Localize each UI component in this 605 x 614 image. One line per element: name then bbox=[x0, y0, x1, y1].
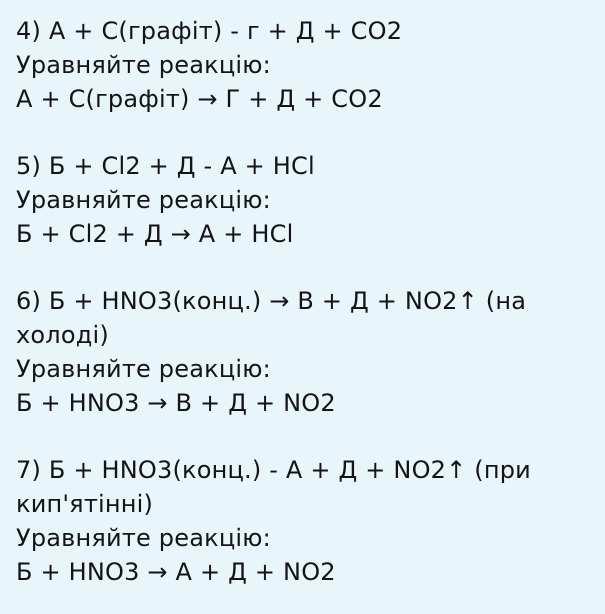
reaction-6-instruction: Уравняйте реакцію: bbox=[16, 355, 271, 383]
reaction-4-equation: 4) А + С(графіт) - г + Д + СО2 bbox=[16, 17, 403, 45]
reaction-6-condition: холоді) bbox=[16, 321, 109, 349]
reaction-4-block bbox=[16, 14, 589, 116]
reaction-4-answer: А + С(графіт) → Г + Д + СО2 bbox=[16, 85, 383, 113]
reaction-7-answer: Б + HNO3 → А + Д + NO2 bbox=[16, 558, 336, 586]
reaction-7-equation: 7) Б + HNO3(конц.) - А + Д + NO2↑ (при bbox=[16, 456, 531, 484]
reaction-6-equation: 6) Б + HNO3(конц.) → В + Д + NO2↑ (на bbox=[16, 287, 527, 315]
reaction-6-answer: Б + HNO3 → В + Д + NO2 bbox=[16, 389, 336, 417]
reaction-7-condition: кип'ятінні) bbox=[16, 490, 154, 518]
reaction-7-block bbox=[16, 453, 589, 589]
reaction-5-block bbox=[16, 149, 589, 251]
reaction-7-instruction: Уравняйте реакцію: bbox=[16, 524, 271, 552]
reaction-5-equation: 5) Б + Cl2 + Д - А + HCl bbox=[16, 152, 315, 180]
reaction-5-answer: Б + Cl2 + Д → А + HCl bbox=[16, 220, 294, 248]
reaction-4-instruction: Уравняйте реакцію: bbox=[16, 51, 271, 79]
reaction-5-instruction: Уравняйте реакцію: bbox=[16, 186, 271, 214]
reaction-6-block bbox=[16, 284, 589, 420]
